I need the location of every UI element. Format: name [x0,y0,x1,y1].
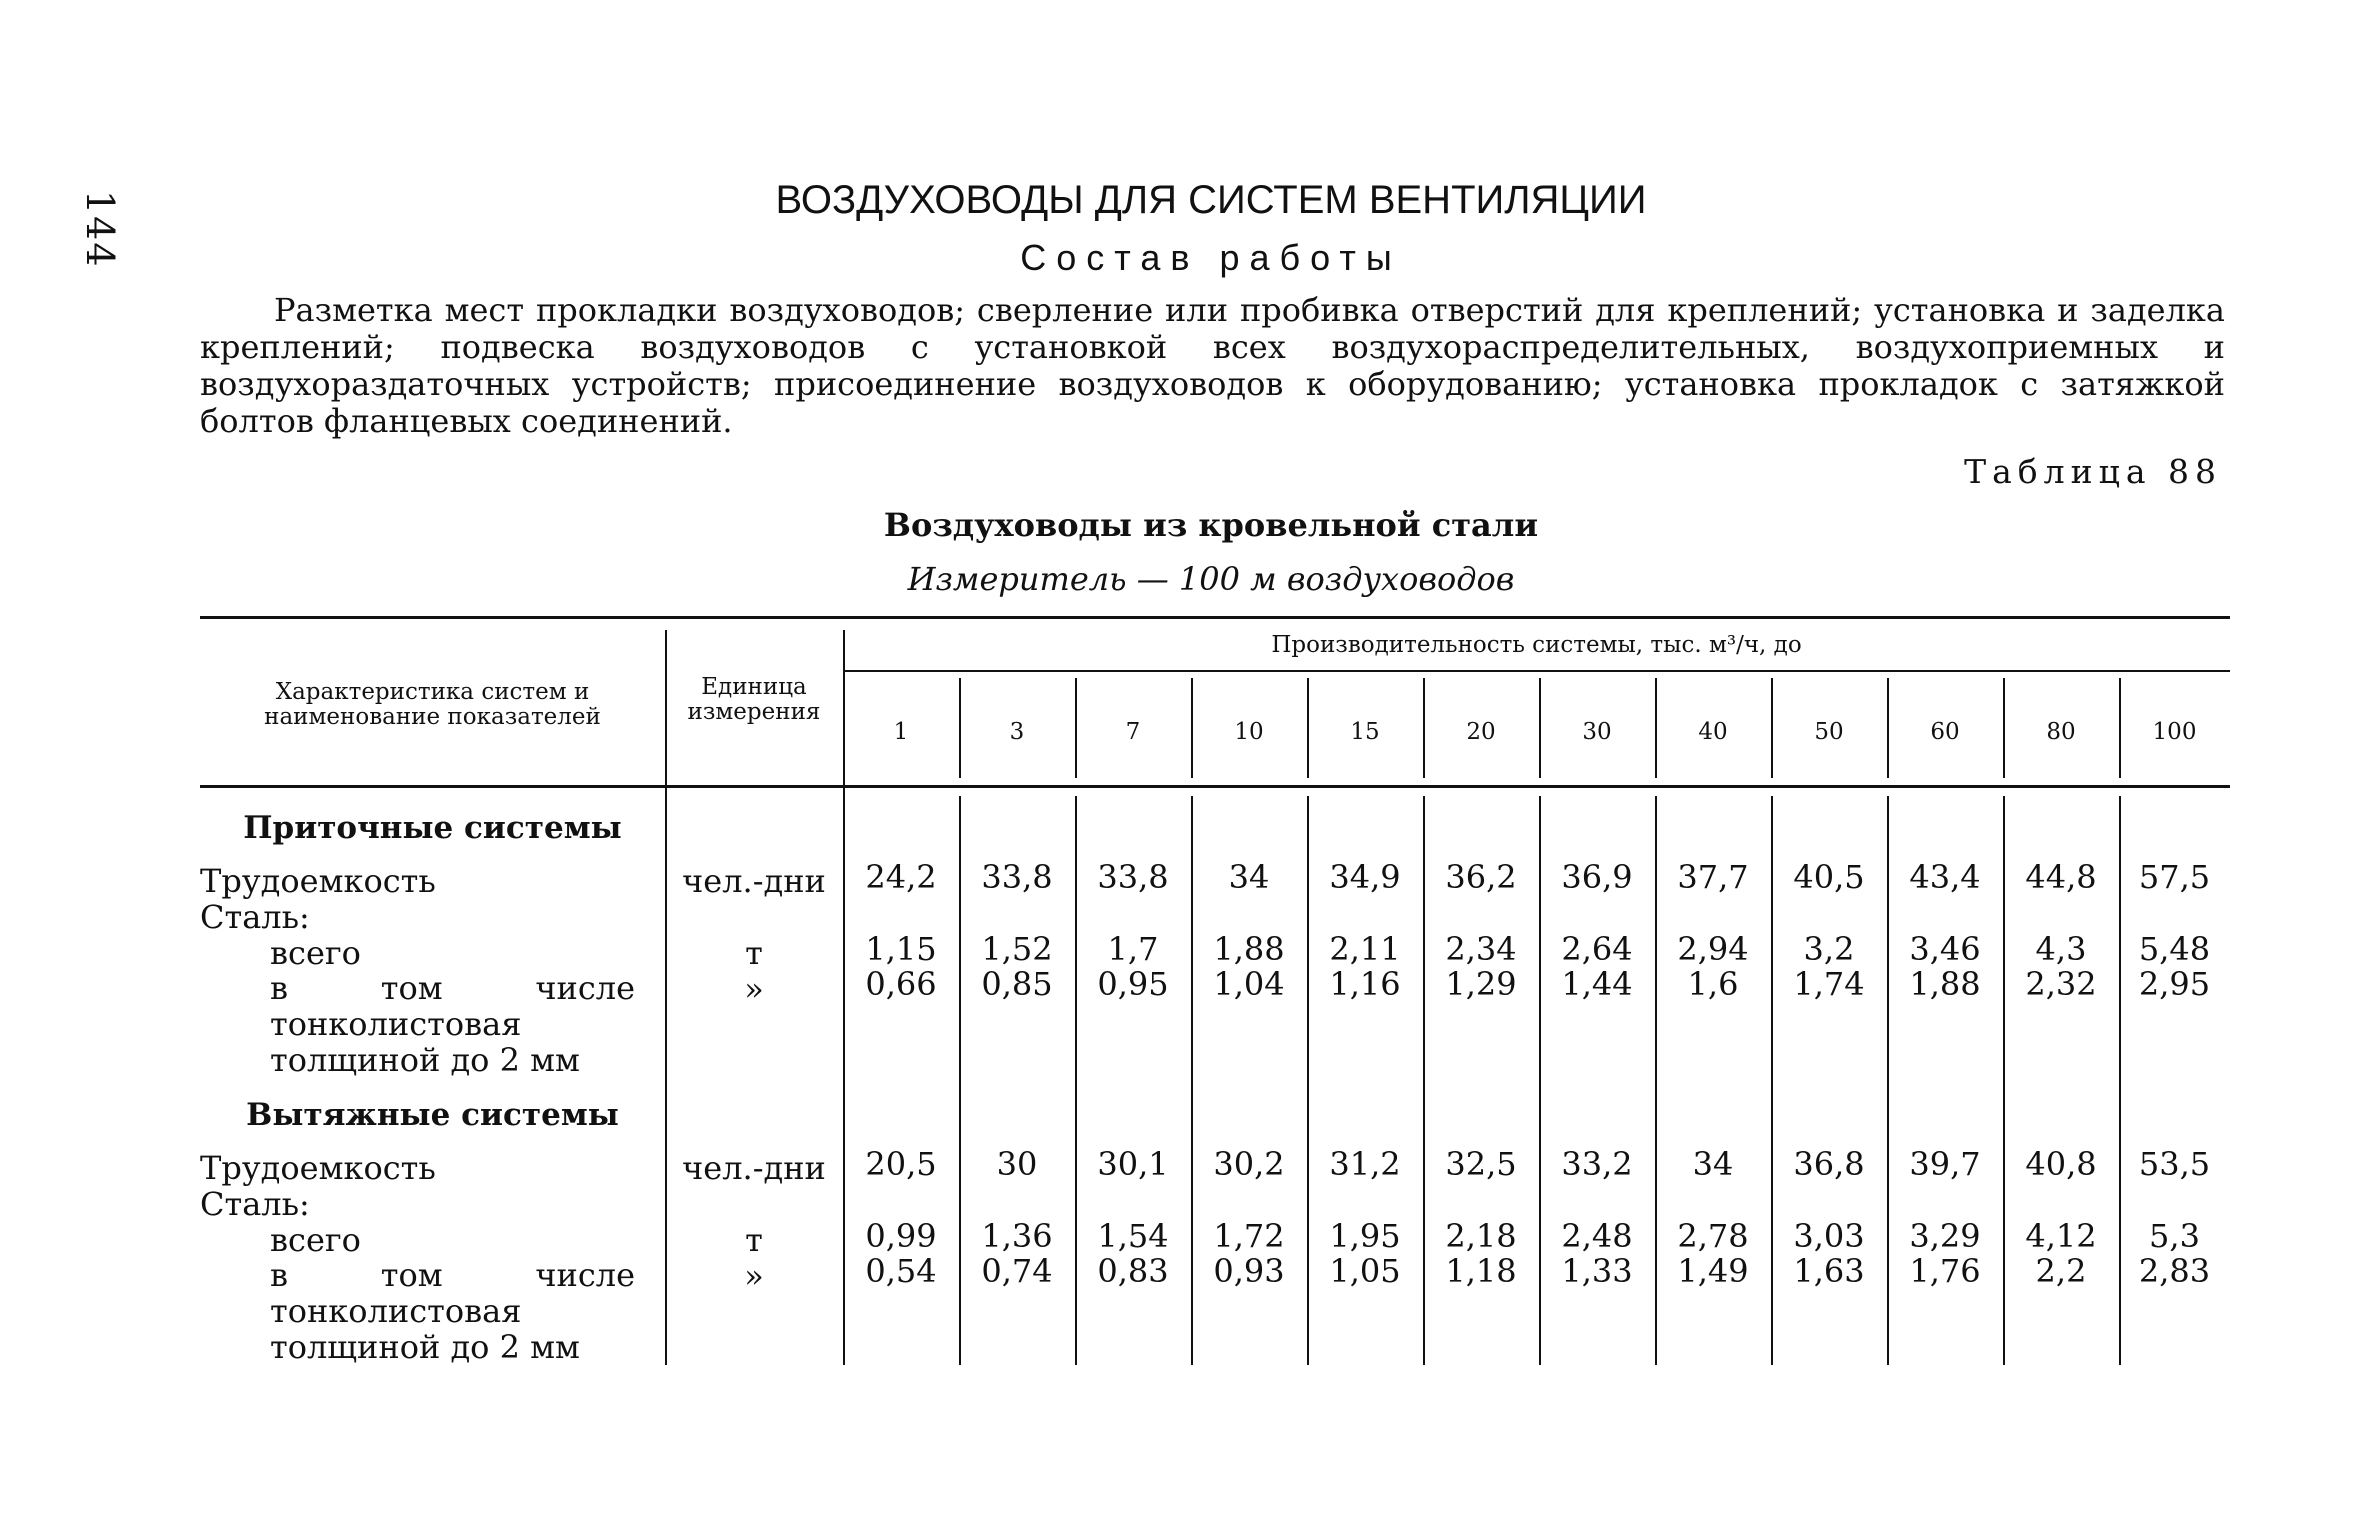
thin-value: 1,33 [1561,1252,1633,1290]
labor-value: 34,9 [1329,858,1401,896]
thin-value: 1,16 [1329,965,1401,1003]
thin-value: 2,32 [2025,965,2097,1003]
total-value: 5,3 [2149,1217,2200,1255]
section-heading: Приточные системы [243,810,622,846]
total-value: 2,94 [1677,930,1749,968]
total-label: всего [270,934,361,972]
header-capacity: 15 [1350,719,1380,745]
total-unit: т [745,934,763,972]
page-title: ВОЗДУХОВОДЫ ДЛЯ СИСТЕМ ВЕНТИЛЯЦИИ [775,178,1647,222]
thin-value: 1,29 [1445,965,1517,1003]
thin-value: 1,49 [1677,1252,1749,1290]
capacity-group-rule [843,670,2230,672]
header-capacity: 50 [1814,719,1844,745]
total-value: 3,03 [1793,1217,1865,1255]
header-capacity-group: Производительность системы, тыс. м³/ч, до [1271,632,1802,658]
thin-value: 2,83 [2138,1252,2211,1290]
steel-label: Сталь: [200,898,310,936]
thin-value: 0,54 [865,1252,937,1290]
header-capacity: 20 [1466,719,1496,745]
labor-value: 36,9 [1561,858,1633,896]
header-capacity: 100 [2152,719,2197,745]
thin-value: 0,74 [981,1252,1053,1290]
total-value: 1,54 [1097,1217,1169,1255]
section-heading: Вытяжные системы [246,1097,619,1133]
steel-label: Сталь: [200,1185,310,1223]
header-capacity: 7 [1125,719,1141,745]
total-value: 2,48 [1561,1217,1633,1255]
header-bottom-rule [200,785,2230,788]
labor-value: 57,5 [2138,858,2211,896]
labor-value: 34 [1228,858,1270,896]
header-capacity: 10 [1234,719,1264,745]
total-value: 3,2 [1803,930,1855,968]
labor-value: 30,2 [1213,1145,1285,1183]
header-capacity: 40 [1698,719,1728,745]
labor-value: 36,8 [1793,1145,1865,1183]
thin-label: в том числе тонколистовая толщиной до 2 мм [270,969,635,1079]
page-number: 144 [78,190,122,269]
labor-value: 37,7 [1677,858,1749,896]
thin-value: 1,18 [1445,1252,1517,1290]
header-capacity: 3 [1009,719,1025,745]
total-value: 1,72 [1213,1217,1285,1255]
total-value: 2,11 [1329,930,1401,968]
header-capacity: 80 [2046,719,2076,745]
labor-value: 33,8 [981,858,1053,896]
labor-value: 40,5 [1793,858,1865,896]
total-value: 0,99 [865,1217,937,1255]
total-value: 2,78 [1677,1217,1749,1255]
header-capacity: 30 [1582,719,1612,745]
thin-value: 1,88 [1909,965,1981,1003]
total-value: 4,3 [2035,930,2087,968]
thin-value: 0,83 [1097,1252,1169,1290]
thin-value: 1,04 [1213,965,1285,1003]
total-unit: т [745,1221,763,1259]
section-subtitle: Состав работы [1020,237,1402,278]
labor-label: Трудоемкость [200,862,436,900]
labor-value: 30 [996,1145,1038,1183]
table-top-rule [200,616,2230,619]
work-description: Разметка мест прокладки воздуховодов; сверление или пробивка отверстий для креплений; установка и заделка креплений; подвеска воздуховодов с установкой всех воздухораспределительных, воздухоприемных и воздухораздаточных устройств; присоединение воздуховодов к оборудованию; установка прокладок с затяжкой болтов фланцевых соединений. [200,291,2225,440]
thin-unit: » [744,970,764,1008]
table-title: Воздуховоды из кровельной стали [883,506,1539,544]
total-value: 2,18 [1445,1217,1517,1255]
labor-value: 32,5 [1445,1145,1517,1183]
thin-value: 2,2 [2035,1252,2087,1290]
total-value: 1,7 [1107,930,1159,968]
thin-value: 0,95 [1097,965,1169,1003]
total-value: 4,12 [2025,1217,2097,1255]
thin-value: 2,95 [2138,965,2211,1003]
thin-value: 1,05 [1329,1252,1401,1290]
thin-label: в том числе тонколистовая толщиной до 2 мм [270,1256,635,1366]
labor-value: 39,7 [1909,1145,1981,1183]
header-unit: Единица измерения [687,674,821,725]
labor-unit: чел.-дни [682,862,826,900]
thin-value: 0,85 [981,965,1053,1003]
total-value: 1,36 [981,1217,1053,1255]
labor-value: 31,2 [1329,1145,1401,1183]
header-capacity: 60 [1930,719,1960,745]
thin-value: 1,74 [1793,965,1865,1003]
table-unit: Измеритель — 100 м воздуховодов [907,560,1515,598]
total-value: 2,34 [1445,930,1517,968]
labor-value: 44,8 [2025,858,2097,896]
total-value: 1,88 [1213,930,1285,968]
labor-value: 33,8 [1097,858,1169,896]
labor-value: 40,8 [2025,1145,2097,1183]
total-value: 2,64 [1561,930,1633,968]
total-value: 1,95 [1329,1217,1401,1255]
header-characteristics: Характеристика систем и наименование показателей [264,679,601,730]
thin-value: 1,6 [1687,965,1739,1003]
total-value: 3,29 [1909,1217,1981,1255]
labor-unit: чел.-дни [682,1149,826,1187]
labor-label: Трудоемкость [200,1149,436,1187]
total-value: 5,48 [2138,930,2211,968]
labor-value: 33,2 [1561,1145,1633,1183]
labor-value: 30,1 [1097,1145,1169,1183]
thin-value: 1,63 [1793,1252,1865,1290]
labor-value: 24,2 [865,858,937,896]
thin-value: 0,93 [1213,1252,1285,1290]
thin-value: 1,76 [1909,1252,1981,1290]
total-value: 1,52 [981,930,1053,968]
table-number: Таблица 88 [1964,452,2222,491]
header-capacity: 1 [893,719,909,745]
total-value: 1,15 [865,930,937,968]
labor-value: 36,2 [1445,858,1517,896]
thin-value: 0,66 [865,965,937,1003]
labor-value: 20,5 [865,1145,937,1183]
thin-unit: » [744,1257,764,1295]
labor-value: 34 [1692,1145,1734,1183]
thin-value: 1,44 [1561,965,1633,1003]
labor-value: 43,4 [1909,858,1981,896]
total-value: 3,46 [1909,930,1981,968]
total-label: всего [270,1221,361,1259]
labor-value: 53,5 [2138,1145,2211,1183]
